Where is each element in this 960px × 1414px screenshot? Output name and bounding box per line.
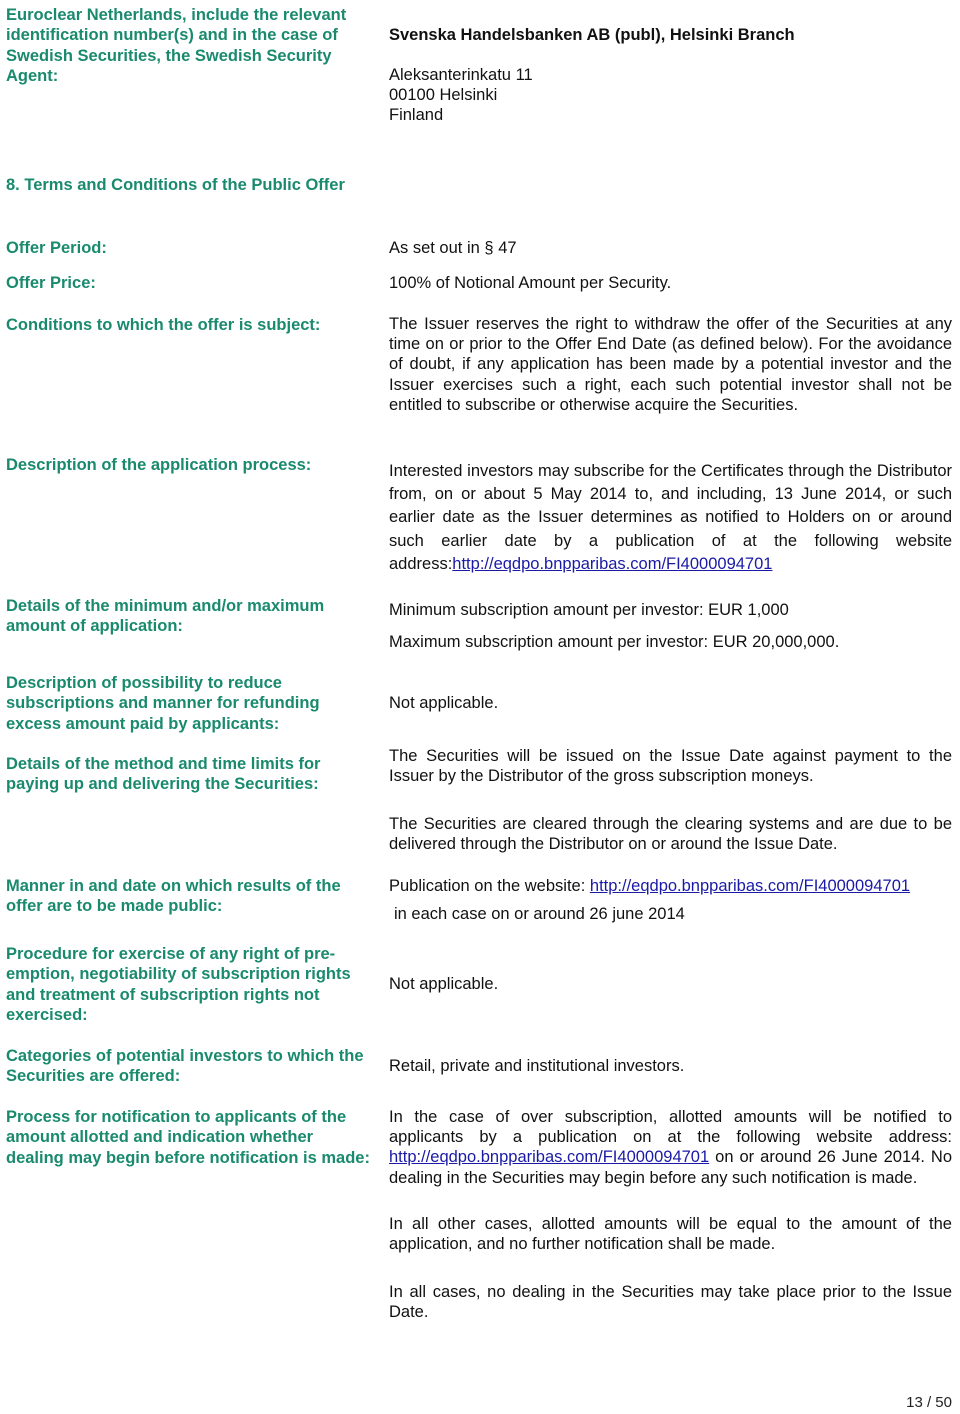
page-number: 13 / 50 bbox=[906, 1394, 952, 1411]
agent-address-line: 00100 Helsinki bbox=[389, 86, 498, 105]
agent-address-line: Finland bbox=[389, 106, 444, 125]
paying-up-value-2: The Securities are cleared through the clearing systems and are due to be delivered through the Distributor on or around the Issue Date. bbox=[389, 815, 952, 854]
application-process-label: Description of the application process: bbox=[6, 456, 312, 474]
notification-label: Process for notification to applicants of the amount allotted and indication whether dealing may begin before notification is made: bbox=[6, 1108, 370, 1167]
notification-paragraph-3: In all cases, no dealing in the Securities may take place prior to the Issue Date. bbox=[389, 1283, 952, 1322]
notification-paragraph-1 bbox=[389, 1107, 952, 1188]
offer-period-label: Offer Period: bbox=[6, 239, 107, 257]
application-process-value bbox=[389, 460, 952, 576]
preemption-value: Not applicable. bbox=[389, 975, 499, 993]
notification-website-link[interactable]: http://eqdpo.bnpparibas.com/FI4000094701 bbox=[389, 1148, 710, 1167]
offer-period-prefix: As set out in bbox=[389, 239, 480, 257]
agent-address bbox=[389, 65, 952, 126]
max-subscription-value: Maximum subscription amount per investor: EUR 20,000,000. bbox=[389, 633, 840, 651]
section-symbol: § bbox=[484, 239, 494, 257]
results-prefix: Publication on the website: bbox=[389, 877, 590, 895]
reduce-value: Not applicable. bbox=[389, 694, 499, 712]
preemption-label: Procedure for exercise of any right of pre-emption, negotiability of subscription rights and treatment of subscription rights not exercised: bbox=[6, 945, 351, 1024]
conditions-value: The Issuer reserves the right to withdraw the offer of the Securities at any time on or prior to the Offer End Date (as defined below). For the avoidance of doubt, if any application has been made by a potential investor and the Issuer exercises such a right, each such potential investor shall not be entitled to subscribe or otherwise acquire the Securities. bbox=[389, 315, 952, 414]
agent-address-line: Aleksanterinkatu 11 bbox=[389, 66, 533, 84]
results-value bbox=[389, 876, 952, 896]
results-date: in each case on or around 26 june 2014 bbox=[394, 905, 685, 923]
agent-name: Svenska Handelsbanken AB (publ), Helsinki Branch bbox=[389, 26, 795, 44]
paying-up-label: Details of the method and time limits for paying up and delivering the Securities: bbox=[6, 755, 321, 794]
reduce-label: Description of possibility to reduce subscriptions and manner for refunding excess amount paid by applicants: bbox=[6, 674, 320, 733]
agent-label: Euroclear Netherlands, include the relevant identification number(s) and in the case of Swedish Securities, the Swedish Security Agent: bbox=[6, 6, 347, 85]
notification-p1-prefix: In the case of over subscription, allotted amounts will be notified to applicants by a publication on at the following website address: bbox=[389, 1108, 952, 1147]
offer-price-value: 100% of Notional Amount per Security. bbox=[389, 274, 672, 292]
application-process-text: Interested investors may subscribe for the Certificates through the Distributor from, on or about 5 May 2014 to, and including, 13 June 2014, or such earlier date as the Issuer determines as notified to Holders on or around such earlier date by a publication of at the following website address: bbox=[389, 462, 952, 573]
results-label: Manner in and date on which results of the offer are to be made public: bbox=[6, 877, 341, 916]
application-website-link[interactable]: http://eqdpo.bnpparibas.com/FI4000094701 bbox=[452, 554, 773, 573]
paying-up-value-1: The Securities will be issued on the Issue Date against payment to the Issuer by the Distributor of the gross subscription moneys. bbox=[389, 747, 952, 786]
min-subscription-value: Minimum subscription amount per investor: EUR 1,000 bbox=[389, 601, 789, 619]
min-max-label: Details of the minimum and/or maximum amount of application: bbox=[6, 597, 325, 636]
notification-paragraph-2: In all other cases, allotted amounts will be equal to the amount of the application, and no further notification shall be made. bbox=[389, 1215, 952, 1254]
offer-period-value bbox=[389, 238, 952, 258]
section-heading: 8. Terms and Conditions of the Public Offer bbox=[6, 176, 345, 194]
categories-value: Retail, private and institutional investors. bbox=[389, 1057, 685, 1075]
categories-label: Categories of potential investors to which the Securities are offered: bbox=[6, 1047, 364, 1086]
offer-period-ref: 47 bbox=[498, 239, 517, 257]
offer-price-label: Offer Price: bbox=[6, 274, 96, 292]
results-website-link[interactable]: http://eqdpo.bnpparibas.com/FI4000094701 bbox=[589, 877, 911, 895]
notification-p1-suffix: on or around 26 June 2014. No dealing in the Securities may begin before any such notification is made. bbox=[389, 1148, 952, 1187]
conditions-label: Conditions to which the offer is subject: bbox=[6, 316, 321, 334]
